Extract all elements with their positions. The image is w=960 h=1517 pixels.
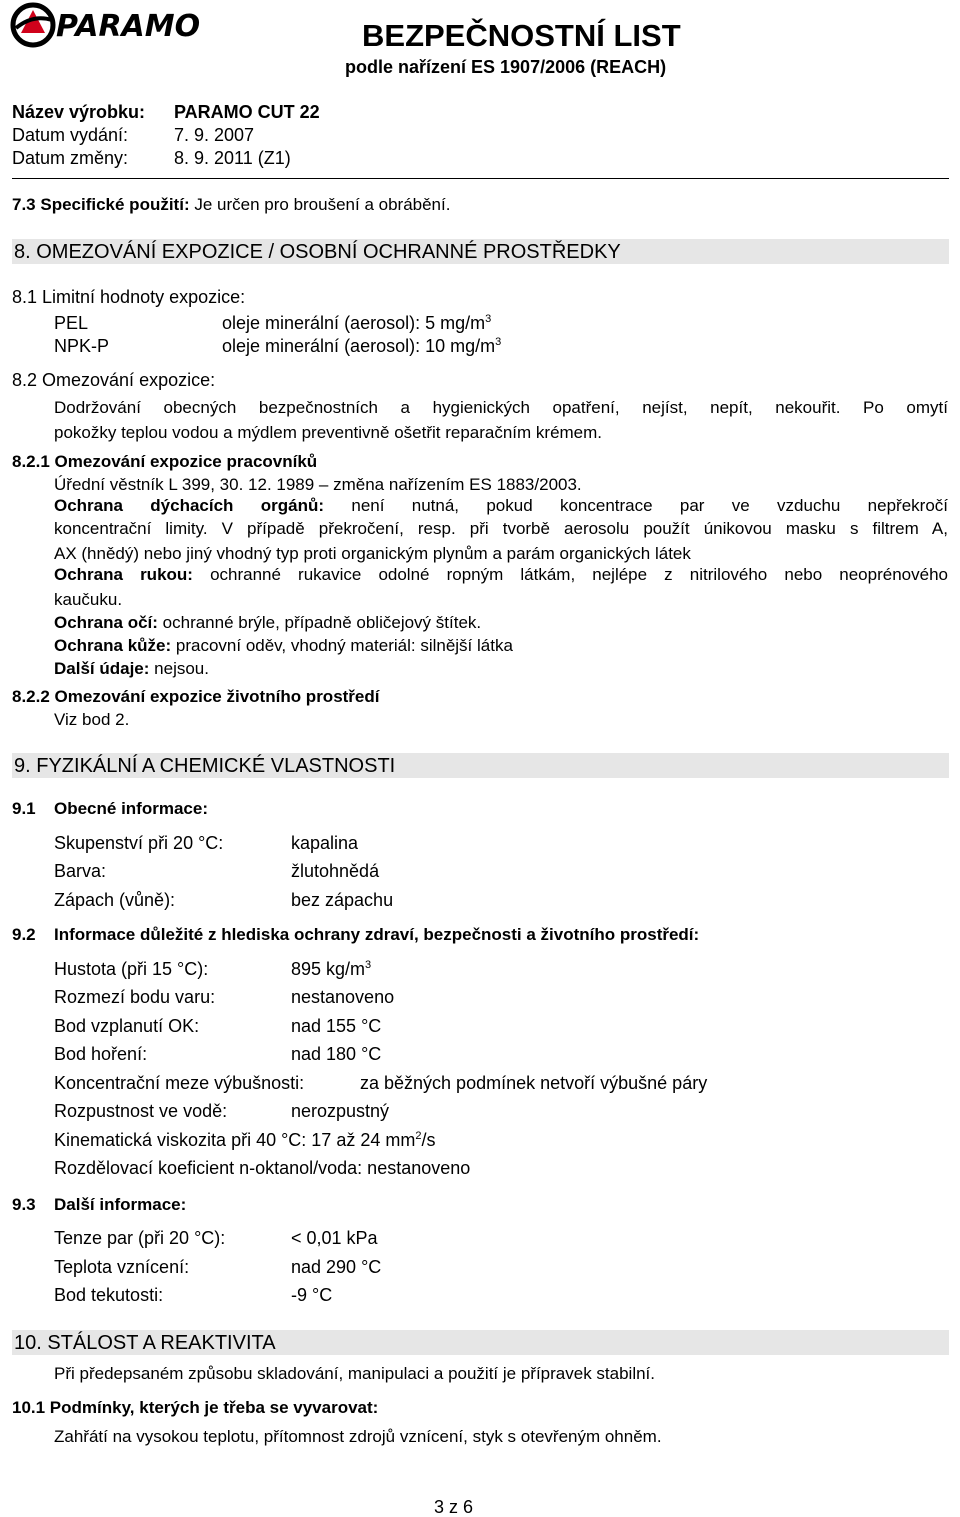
respiratory-protection-line-1 bbox=[54, 496, 948, 516]
hand-protection-line-2: kaučuku. bbox=[54, 590, 123, 609]
hand-protection-line-1 bbox=[54, 565, 948, 585]
section-9-heading-band bbox=[12, 753, 949, 778]
ignition-temperature-label: Teplota vznícení: bbox=[54, 1257, 190, 1277]
viscosity-unit-tail: /s bbox=[421, 1130, 436, 1150]
section-8-2-2-heading: 8.2.2 Omezování expozice životního prostředí bbox=[12, 687, 380, 706]
issue-date-label: Datum vydání: bbox=[12, 125, 129, 145]
density-value-text: 895 kg/m bbox=[291, 959, 366, 979]
section-8-2-1-heading-text: 8.2.1 Omezování expozice pracovníků bbox=[12, 452, 318, 471]
issue-date-row bbox=[12, 124, 255, 146]
change-date-label: Datum změny: bbox=[12, 148, 129, 168]
product-name-value: PARAMO CUT 22 bbox=[174, 102, 320, 122]
section-9-heading: 9. FYZIKÁLNÍ A CHEMICKÉ VLASTNOSTI bbox=[14, 755, 396, 777]
paramo-emblem-icon bbox=[13, 5, 53, 45]
hand-protection-text: ochranné rukavice odolné ropným látkám, nejlépe z nitrilového nebo neoprénového bbox=[210, 565, 948, 584]
odor-value: bez zápachu bbox=[291, 890, 394, 910]
section-8-2-2-text: Viz bod 2. bbox=[54, 710, 130, 729]
other-data bbox=[54, 657, 209, 680]
eye-protection-text: ochranné brýle, případně obličejový štítek. bbox=[162, 613, 482, 632]
density-sup: 3 bbox=[365, 959, 372, 971]
boiling-label: Rozmezí bodu varu: bbox=[54, 987, 216, 1007]
solubility-value: nerozpustný bbox=[291, 1101, 390, 1121]
other-data-text: nejsou. bbox=[154, 659, 209, 678]
skin-protection-text: pracovní oděv, vhodný materiál: silnější látka bbox=[175, 636, 513, 655]
boiling-value: nestanoveno bbox=[291, 987, 395, 1007]
explosion-limits-label: Koncentrační meze výbušnosti: bbox=[54, 1073, 305, 1093]
respiratory-protection-line-3: AX (hnědý) nebo jiný vhodný typ proti organickým plynům a parám organických látek bbox=[54, 544, 691, 563]
section-9-2-title: Informace důležité z hlediska ochrany zdraví, bezpečnosti a životního prostředí: bbox=[54, 925, 700, 944]
respiratory-protection-line-2: koncentrační limity. V případě překročení, resp. při tvorbě aerosolu použít únikovou masku s filtrem A, bbox=[54, 519, 948, 538]
ignition-temperature-value: nad 290 °C bbox=[291, 1257, 382, 1277]
explosion-limits-value: za běžných podmínek netvoří výbušné páry bbox=[360, 1073, 708, 1093]
state-value: kapalina bbox=[291, 833, 359, 853]
density-value bbox=[291, 958, 371, 980]
section-7-3-text: Je určen pro broušení a obrábění. bbox=[194, 195, 451, 214]
color-value: žlutohnědá bbox=[291, 861, 380, 881]
limit-pel-label: PEL bbox=[54, 313, 89, 333]
fire-point-label: Bod hoření: bbox=[54, 1044, 148, 1064]
limit-pel-value bbox=[222, 312, 491, 334]
paramo-logo bbox=[10, 2, 202, 48]
product-name-label: Název výrobku: bbox=[12, 102, 146, 122]
issue-date-value: 7. 9. 2007 bbox=[174, 125, 255, 145]
logo-wordmark: PARAMO bbox=[56, 9, 201, 44]
limit-npkp-sup: 3 bbox=[495, 336, 502, 348]
respiratory-protection-text: není nutná, pokud koncentrace par ve vzduchu nepřekročí bbox=[351, 496, 948, 515]
flash-point-label: Bod vzplanutí OK: bbox=[54, 1016, 200, 1036]
section-9-2-num: 9.2 bbox=[12, 925, 36, 944]
fire-point-value: nad 180 °C bbox=[291, 1044, 382, 1064]
product-name-row bbox=[12, 101, 320, 123]
limit-npkp-label: NPK-P bbox=[54, 336, 110, 356]
limit-npkp-value bbox=[222, 335, 501, 357]
limit-npkp-text: oleje minerální (aerosol): 10 mg/m bbox=[222, 336, 496, 356]
skin-protection bbox=[54, 634, 513, 657]
section-8-2-1-heading bbox=[12, 450, 317, 473]
section-10-heading: 10. STÁLOST A REAKTIVITA bbox=[14, 1332, 276, 1354]
change-date-row bbox=[12, 147, 291, 169]
change-date-value: 8. 9. 2011 (Z1) bbox=[174, 148, 291, 168]
skin-protection-label: Ochrana kůže: bbox=[54, 636, 172, 655]
respiratory-protection-label: Ochrana dýchacích orgánů: bbox=[54, 496, 325, 515]
section-9-1-num: 9.1 bbox=[12, 799, 36, 818]
solubility-label: Rozpustnost ve vodě: bbox=[54, 1101, 228, 1121]
flash-point-value: nad 155 °C bbox=[291, 1016, 382, 1036]
vapor-pressure-label: Tenze par (při 20 °C): bbox=[54, 1228, 226, 1248]
section-8-heading: 8. OMEZOVÁNÍ EXPOZICE / OSOBNÍ OCHRANNÉ PROSTŘEDKY bbox=[14, 241, 621, 263]
section-8-2-heading: 8.2 Omezování expozice: bbox=[12, 370, 216, 390]
color-label: Barva: bbox=[54, 861, 107, 881]
section-10-1-heading: 10.1 Podmínky, kterých je třeba se vyvarovat: bbox=[12, 1398, 379, 1417]
section-7-3-label: 7.3 Specifické použití: bbox=[12, 195, 190, 214]
pour-point-value: -9 °C bbox=[291, 1285, 333, 1305]
density-label: Hustota (při 15 °C): bbox=[54, 959, 209, 979]
document-title: BEZPEČNOSTNÍ LIST bbox=[362, 18, 681, 53]
section-10-text: Při předepsaném způsobu skladování, manipulaci a použití je přípravek stabilní. bbox=[54, 1364, 656, 1383]
document-subtitle: podle nařízení ES 1907/2006 (REACH) bbox=[345, 57, 667, 77]
hand-protection-label: Ochrana rukou: bbox=[54, 565, 193, 584]
section-8-2-1-text: Úřední věstník L 399, 30. 12. 1989 – změna nařízením ES 1883/2003. bbox=[54, 475, 582, 494]
section-10-heading-band bbox=[12, 1330, 949, 1355]
viscosity-text: Kinematická viskozita při 40 °C: 17 až 24 mm bbox=[54, 1130, 416, 1150]
section-8-2-line-2: pokožky teplou vodou a mýdlem preventivně ošetřit reparačním krémem. bbox=[54, 423, 603, 442]
section-7-3 bbox=[12, 195, 450, 215]
odor-label: Zápach (vůně): bbox=[54, 890, 176, 910]
vapor-pressure-value: < 0,01 kPa bbox=[291, 1228, 378, 1248]
limit-pel-text: oleje minerální (aerosol): 5 mg/m bbox=[222, 313, 486, 333]
section-9-3-title: Další informace: bbox=[54, 1195, 187, 1214]
header-divider bbox=[12, 178, 949, 179]
limit-pel-sup: 3 bbox=[485, 313, 492, 325]
section-8-1-heading: 8.1 Limitní hodnoty expozice: bbox=[12, 287, 246, 307]
section-8-2-line-1: Dodržování obecných bezpečnostních a hygienických opatření, nejíst, nepít, nekouřit. Po omytí bbox=[54, 398, 948, 417]
section-9-3-num: 9.3 bbox=[12, 1195, 36, 1214]
section-10-1-text: Zahřátí na vysokou teplotu, přítomnost zdrojů vznícení, styk s otevřeným ohněm. bbox=[54, 1427, 662, 1446]
other-data-label: Další údaje: bbox=[54, 659, 150, 678]
eye-protection-label: Ochrana očí: bbox=[54, 613, 158, 632]
viscosity bbox=[54, 1129, 435, 1151]
state-label: Skupenství při 20 °C: bbox=[54, 833, 224, 853]
viscosity-sup: 2 bbox=[415, 1130, 422, 1142]
page-number: 3 z 6 bbox=[434, 1497, 474, 1517]
eye-protection bbox=[54, 611, 481, 634]
section-9-1-title: Obecné informace: bbox=[54, 799, 208, 818]
pour-point-label: Bod tekutosti: bbox=[54, 1285, 164, 1305]
section-8-heading-band bbox=[12, 239, 949, 264]
partition-coefficient: Rozdělovací koeficient n-oktanol/voda: nestanoveno bbox=[54, 1158, 471, 1178]
